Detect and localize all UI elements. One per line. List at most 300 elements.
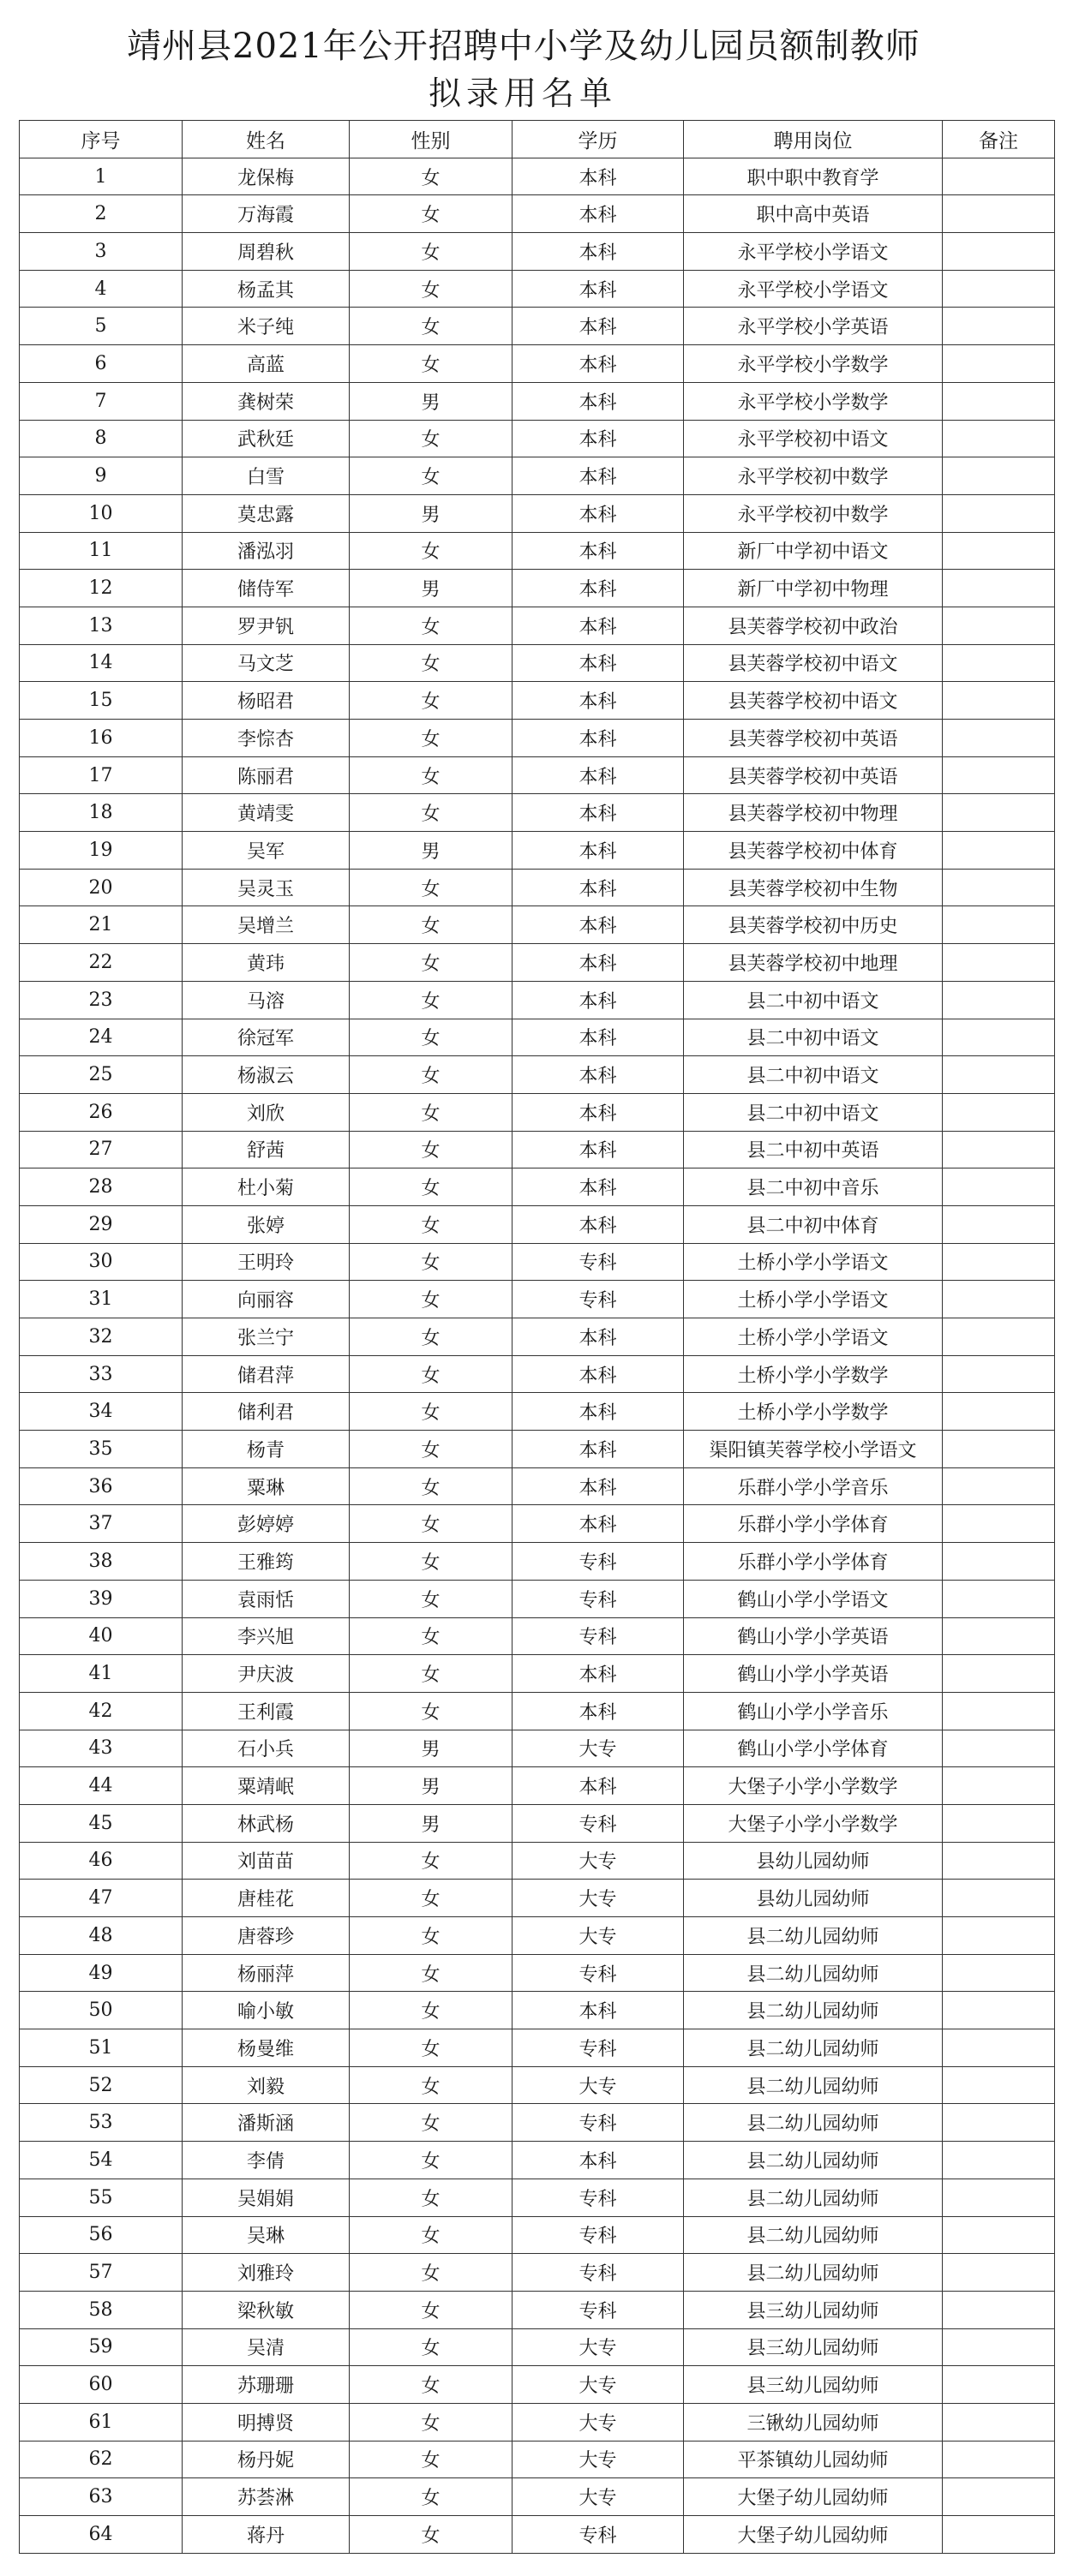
cell-gender: 女 xyxy=(350,2516,513,2554)
cell-gender: 女 xyxy=(350,1281,513,1318)
table-row xyxy=(20,2291,1055,2328)
cell-index: 57 xyxy=(20,2254,183,2292)
cell-gender: 女 xyxy=(350,1131,513,1168)
cell-gender: 女 xyxy=(350,2328,513,2366)
cell-position: 县三幼儿园幼师 xyxy=(684,2328,943,2366)
cell-education: 本科 xyxy=(513,532,684,570)
cell-name: 莫忠露 xyxy=(183,494,350,532)
cell-position: 县二幼儿园幼师 xyxy=(684,1992,943,2029)
cell-name: 陈丽君 xyxy=(183,756,350,794)
cell-position: 县芙蓉学校初中语文 xyxy=(684,682,943,720)
cell-remarks xyxy=(943,2066,1055,2104)
cell-remarks xyxy=(943,2441,1055,2478)
cell-gender: 女 xyxy=(350,1692,513,1730)
cell-remarks xyxy=(943,720,1055,757)
cell-position: 县二幼儿园幼师 xyxy=(684,1917,943,1955)
cell-remarks xyxy=(943,494,1055,532)
table-row xyxy=(20,420,1055,457)
cell-remarks xyxy=(943,1168,1055,1206)
table-row xyxy=(20,944,1055,982)
table-row xyxy=(20,1880,1055,1917)
cell-name: 林武杨 xyxy=(183,1804,350,1842)
table-row xyxy=(20,1093,1055,1131)
cell-name: 吴军 xyxy=(183,832,350,870)
cell-education: 本科 xyxy=(513,906,684,944)
header-position: 聘用岗位 xyxy=(684,121,943,158)
cell-gender: 女 xyxy=(350,308,513,345)
cell-gender: 女 xyxy=(350,756,513,794)
cell-index: 54 xyxy=(20,2142,183,2179)
cell-name: 白雪 xyxy=(183,457,350,495)
cell-position: 大堡子幼儿园幼师 xyxy=(684,2516,943,2554)
cell-name: 张婷 xyxy=(183,1205,350,1243)
cell-education: 本科 xyxy=(513,944,684,982)
table-row xyxy=(20,382,1055,420)
table-row xyxy=(20,682,1055,720)
cell-education: 本科 xyxy=(513,1992,684,2029)
cell-education: 专科 xyxy=(513,2254,684,2292)
cell-gender: 女 xyxy=(350,1543,513,1581)
cell-education: 大专 xyxy=(513,2366,684,2404)
cell-education: 本科 xyxy=(513,869,684,906)
cell-position: 县芙蓉学校初中英语 xyxy=(684,720,943,757)
table-row xyxy=(20,644,1055,682)
cell-position: 县二中初中音乐 xyxy=(684,1168,943,1206)
table-row xyxy=(20,1243,1055,1281)
cell-education: 本科 xyxy=(513,270,684,308)
cell-gender: 女 xyxy=(350,869,513,906)
cell-index: 61 xyxy=(20,2403,183,2441)
cell-remarks xyxy=(943,2254,1055,2292)
cell-index: 44 xyxy=(20,1767,183,1805)
cell-name: 刘雅玲 xyxy=(183,2254,350,2292)
table-row xyxy=(20,1580,1055,1617)
cell-education: 专科 xyxy=(513,2104,684,2142)
cell-index: 59 xyxy=(20,2328,183,2366)
cell-education: 本科 xyxy=(513,1056,684,1094)
cell-name: 杨孟其 xyxy=(183,270,350,308)
cell-name: 龚树荣 xyxy=(183,382,350,420)
table-row xyxy=(20,832,1055,870)
cell-index: 38 xyxy=(20,1543,183,1581)
cell-gender: 女 xyxy=(350,1655,513,1693)
cell-position: 大堡子小学小学数学 xyxy=(684,1804,943,1842)
table-row xyxy=(20,1992,1055,2029)
cell-education: 本科 xyxy=(513,382,684,420)
cell-position: 土桥小学小学数学 xyxy=(684,1355,943,1393)
table-row xyxy=(20,2066,1055,2104)
cell-index: 51 xyxy=(20,2029,183,2067)
cell-name: 梁秋敏 xyxy=(183,2291,350,2328)
table-row xyxy=(20,2104,1055,2142)
cell-position: 永平学校初中语文 xyxy=(684,420,943,457)
cell-remarks xyxy=(943,1393,1055,1431)
cell-remarks xyxy=(943,1730,1055,1767)
cell-position: 职中职中教育学 xyxy=(684,158,943,195)
cell-position: 县芙蓉学校初中体育 xyxy=(684,832,943,870)
cell-name: 龙保梅 xyxy=(183,158,350,195)
cell-name: 明搏贤 xyxy=(183,2403,350,2441)
cell-remarks xyxy=(943,1954,1055,1992)
table-row xyxy=(20,2029,1055,2067)
cell-position: 永平学校初中数学 xyxy=(684,457,943,495)
table-row xyxy=(20,1168,1055,1206)
table-row xyxy=(20,1467,1055,1505)
cell-position: 永平学校小学语文 xyxy=(684,233,943,271)
document-title: 靖州县2021年公开招聘中小学及幼儿园员额制教师 xyxy=(127,27,920,66)
cell-gender: 女 xyxy=(350,1880,513,1917)
cell-education: 本科 xyxy=(513,1767,684,1805)
cell-remarks xyxy=(943,1243,1055,1281)
table-row xyxy=(20,1281,1055,1318)
cell-position: 县芙蓉学校初中物理 xyxy=(684,794,943,832)
cell-name: 杨丹妮 xyxy=(183,2441,350,2478)
cell-name: 储利君 xyxy=(183,1393,350,1431)
cell-gender: 女 xyxy=(350,1917,513,1955)
table-row xyxy=(20,1393,1055,1431)
cell-education: 本科 xyxy=(513,1393,684,1431)
cell-name: 向丽容 xyxy=(183,1281,350,1318)
cell-gender: 女 xyxy=(350,2291,513,2328)
table-row xyxy=(20,2516,1055,2554)
cell-name: 王明玲 xyxy=(183,1243,350,1281)
cell-position: 鹤山小学小学英语 xyxy=(684,1655,943,1693)
cell-position: 新厂中学初中物理 xyxy=(684,570,943,607)
cell-name: 杨淑云 xyxy=(183,1056,350,1094)
cell-education: 本科 xyxy=(513,1318,684,1356)
cell-gender: 女 xyxy=(350,682,513,720)
cell-position: 县幼儿园幼师 xyxy=(684,1880,943,1917)
cell-position: 县芙蓉学校初中英语 xyxy=(684,756,943,794)
cell-education: 本科 xyxy=(513,158,684,195)
cell-name: 蒋丹 xyxy=(183,2516,350,2554)
cell-name: 袁雨恬 xyxy=(183,1580,350,1617)
cell-education: 本科 xyxy=(513,1168,684,1206)
cell-gender: 女 xyxy=(350,1093,513,1131)
header-name: 姓名 xyxy=(183,121,350,158)
cell-gender: 女 xyxy=(350,1168,513,1206)
cell-name: 储侍军 xyxy=(183,570,350,607)
cell-education: 本科 xyxy=(513,1093,684,1131)
cell-index: 34 xyxy=(20,1393,183,1431)
cell-remarks xyxy=(943,832,1055,870)
cell-position: 大堡子幼儿园幼师 xyxy=(684,2478,943,2516)
cell-name: 吴琳 xyxy=(183,2216,350,2254)
table-row xyxy=(20,2254,1055,2292)
cell-index: 35 xyxy=(20,1431,183,1468)
cell-position: 乐群小学小学体育 xyxy=(684,1505,943,1543)
cell-remarks xyxy=(943,1056,1055,1094)
cell-index: 31 xyxy=(20,1281,183,1318)
table-row xyxy=(20,270,1055,308)
table-row xyxy=(20,869,1055,906)
cell-gender: 女 xyxy=(350,2441,513,2478)
cell-position: 土桥小学小学语文 xyxy=(684,1243,943,1281)
cell-position: 县三幼儿园幼师 xyxy=(684,2291,943,2328)
cell-position: 乐群小学小学体育 xyxy=(684,1543,943,1581)
table-row xyxy=(20,1505,1055,1543)
cell-position: 县二中初中体育 xyxy=(684,1205,943,1243)
cell-index: 26 xyxy=(20,1093,183,1131)
cell-position: 县芙蓉学校初中政治 xyxy=(684,607,943,644)
header-remarks: 备注 xyxy=(943,121,1055,158)
cell-position: 永平学校初中数学 xyxy=(684,494,943,532)
cell-remarks xyxy=(943,1543,1055,1581)
cell-gender: 女 xyxy=(350,158,513,195)
cell-index: 43 xyxy=(20,1730,183,1767)
cell-index: 13 xyxy=(20,607,183,644)
cell-name: 张兰宁 xyxy=(183,1318,350,1356)
cell-position: 县二幼儿园幼师 xyxy=(684,2066,943,2104)
table-row xyxy=(20,2366,1055,2404)
cell-education: 专科 xyxy=(513,2216,684,2254)
cell-gender: 女 xyxy=(350,2179,513,2216)
cell-gender: 男 xyxy=(350,1804,513,1842)
cell-gender: 女 xyxy=(350,644,513,682)
cell-gender: 女 xyxy=(350,1992,513,2029)
cell-index: 21 xyxy=(20,906,183,944)
cell-position: 县二中初中语文 xyxy=(684,1019,943,1056)
cell-position: 县芙蓉学校初中历史 xyxy=(684,906,943,944)
cell-index: 17 xyxy=(20,756,183,794)
cell-name: 吴清 xyxy=(183,2328,350,2366)
cell-name: 杜小菊 xyxy=(183,1168,350,1206)
cell-remarks xyxy=(943,1880,1055,1917)
cell-position: 三锹幼儿园幼师 xyxy=(684,2403,943,2441)
table-row xyxy=(20,570,1055,607)
cell-gender: 女 xyxy=(350,2029,513,2067)
table-row xyxy=(20,720,1055,757)
cell-education: 专科 xyxy=(513,2291,684,2328)
table-row xyxy=(20,2441,1055,2478)
cell-gender: 女 xyxy=(350,1355,513,1393)
table-body xyxy=(20,158,1055,2553)
cell-index: 62 xyxy=(20,2441,183,2478)
cell-name: 罗尹钒 xyxy=(183,607,350,644)
cell-gender: 女 xyxy=(350,720,513,757)
cell-education: 本科 xyxy=(513,1655,684,1693)
cell-name: 王雅筠 xyxy=(183,1543,350,1581)
cell-index: 23 xyxy=(20,981,183,1019)
cell-index: 18 xyxy=(20,794,183,832)
cell-position: 县二中初中英语 xyxy=(684,1131,943,1168)
cell-remarks xyxy=(943,308,1055,345)
table-row xyxy=(20,308,1055,345)
table-row xyxy=(20,2142,1055,2179)
cell-position: 永平学校小学英语 xyxy=(684,308,943,345)
cell-remarks xyxy=(943,345,1055,383)
table-header-row xyxy=(20,121,1055,158)
cell-index: 50 xyxy=(20,1992,183,2029)
cell-remarks xyxy=(943,1431,1055,1468)
cell-education: 本科 xyxy=(513,607,684,644)
cell-name: 潘泓羽 xyxy=(183,532,350,570)
cell-name: 石小兵 xyxy=(183,1730,350,1767)
table-row xyxy=(20,607,1055,644)
cell-gender: 女 xyxy=(350,1019,513,1056)
header-gender: 性别 xyxy=(350,121,513,158)
cell-position: 渠阳镇芙蓉学校小学语文 xyxy=(684,1431,943,1468)
table-row xyxy=(20,2216,1055,2254)
cell-gender: 女 xyxy=(350,457,513,495)
cell-gender: 女 xyxy=(350,1243,513,1281)
cell-remarks xyxy=(943,2216,1055,2254)
cell-remarks xyxy=(943,1917,1055,1955)
cell-education: 本科 xyxy=(513,195,684,233)
cell-remarks xyxy=(943,420,1055,457)
table-row xyxy=(20,1205,1055,1243)
cell-index: 36 xyxy=(20,1467,183,1505)
table-row xyxy=(20,1842,1055,1880)
cell-name: 尹庆波 xyxy=(183,1655,350,1693)
cell-remarks xyxy=(943,1842,1055,1880)
table-row xyxy=(20,1917,1055,1955)
cell-education: 大专 xyxy=(513,1730,684,1767)
cell-education: 本科 xyxy=(513,345,684,383)
cell-gender: 女 xyxy=(350,1842,513,1880)
cell-name: 万海霞 xyxy=(183,195,350,233)
cell-index: 11 xyxy=(20,532,183,570)
cell-index: 25 xyxy=(20,1056,183,1094)
cell-education: 专科 xyxy=(513,2179,684,2216)
table-row xyxy=(20,794,1055,832)
cell-index: 47 xyxy=(20,1880,183,1917)
cell-position: 永平学校小学数学 xyxy=(684,345,943,383)
cell-remarks xyxy=(943,570,1055,607)
table-row xyxy=(20,345,1055,383)
cell-index: 49 xyxy=(20,1954,183,1992)
cell-remarks xyxy=(943,1505,1055,1543)
table-row xyxy=(20,532,1055,570)
cell-name: 刘苗苗 xyxy=(183,1842,350,1880)
cell-remarks xyxy=(943,756,1055,794)
cell-remarks xyxy=(943,1992,1055,2029)
cell-index: 40 xyxy=(20,1617,183,1655)
cell-index: 1 xyxy=(20,158,183,195)
header-education: 学历 xyxy=(513,121,684,158)
cell-index: 12 xyxy=(20,570,183,607)
cell-name: 彭婷婷 xyxy=(183,1505,350,1543)
cell-position: 县二幼儿园幼师 xyxy=(684,2216,943,2254)
cell-position: 鹤山小学小学英语 xyxy=(684,1617,943,1655)
cell-education: 专科 xyxy=(513,1281,684,1318)
cell-education: 本科 xyxy=(513,1505,684,1543)
cell-index: 53 xyxy=(20,2104,183,2142)
cell-name: 黄靖雯 xyxy=(183,794,350,832)
cell-gender: 女 xyxy=(350,981,513,1019)
cell-education: 本科 xyxy=(513,570,684,607)
cell-name: 粟琳 xyxy=(183,1467,350,1505)
cell-gender: 男 xyxy=(350,1730,513,1767)
cell-gender: 女 xyxy=(350,1467,513,1505)
table-row xyxy=(20,1056,1055,1094)
cell-position: 县三幼儿园幼师 xyxy=(684,2366,943,2404)
cell-education: 专科 xyxy=(513,1617,684,1655)
cell-position: 鹤山小学小学语文 xyxy=(684,1580,943,1617)
cell-gender: 女 xyxy=(350,1580,513,1617)
cell-position: 土桥小学小学语文 xyxy=(684,1318,943,1356)
cell-gender: 男 xyxy=(350,570,513,607)
cell-education: 大专 xyxy=(513,1880,684,1917)
cell-remarks xyxy=(943,2478,1055,2516)
cell-name: 高蓝 xyxy=(183,345,350,383)
cell-index: 5 xyxy=(20,308,183,345)
table-row xyxy=(20,2403,1055,2441)
cell-education: 本科 xyxy=(513,457,684,495)
cell-index: 24 xyxy=(20,1019,183,1056)
cell-education: 专科 xyxy=(513,1804,684,1842)
cell-gender: 女 xyxy=(350,2254,513,2292)
cell-education: 专科 xyxy=(513,2516,684,2554)
cell-position: 永平学校小学数学 xyxy=(684,382,943,420)
cell-index: 14 xyxy=(20,644,183,682)
cell-gender: 男 xyxy=(350,494,513,532)
cell-remarks xyxy=(943,1318,1055,1356)
cell-education: 大专 xyxy=(513,2066,684,2104)
cell-name: 杨丽萍 xyxy=(183,1954,350,1992)
cell-remarks xyxy=(943,457,1055,495)
cell-gender: 女 xyxy=(350,794,513,832)
cell-index: 16 xyxy=(20,720,183,757)
table-row xyxy=(20,2328,1055,2366)
cell-position: 县二中初中语文 xyxy=(684,1056,943,1094)
cell-position: 新厂中学初中语文 xyxy=(684,532,943,570)
cell-position: 鹤山小学小学体育 xyxy=(684,1730,943,1767)
cell-education: 本科 xyxy=(513,1355,684,1393)
cell-index: 22 xyxy=(20,944,183,982)
cell-index: 64 xyxy=(20,2516,183,2554)
cell-position: 县二幼儿园幼师 xyxy=(684,2254,943,2292)
cell-position: 县二幼儿园幼师 xyxy=(684,2029,943,2067)
cell-name: 舒茜 xyxy=(183,1131,350,1168)
cell-position: 县芙蓉学校初中生物 xyxy=(684,869,943,906)
cell-index: 48 xyxy=(20,1917,183,1955)
table-row xyxy=(20,1019,1055,1056)
cell-gender: 女 xyxy=(350,2403,513,2441)
cell-index: 7 xyxy=(20,382,183,420)
table-row xyxy=(20,1767,1055,1805)
cell-education: 本科 xyxy=(513,1205,684,1243)
cell-position: 县二幼儿园幼师 xyxy=(684,2104,943,2142)
cell-education: 本科 xyxy=(513,494,684,532)
cell-gender: 女 xyxy=(350,2066,513,2104)
cell-gender: 女 xyxy=(350,906,513,944)
cell-remarks xyxy=(943,2328,1055,2366)
cell-position: 永平学校小学语文 xyxy=(684,270,943,308)
cell-education: 专科 xyxy=(513,1580,684,1617)
table-row xyxy=(20,494,1055,532)
cell-index: 15 xyxy=(20,682,183,720)
cell-education: 专科 xyxy=(513,2029,684,2067)
cell-index: 37 xyxy=(20,1505,183,1543)
cell-name: 喻小敏 xyxy=(183,1992,350,2029)
cell-position: 职中高中英语 xyxy=(684,195,943,233)
cell-index: 60 xyxy=(20,2366,183,2404)
cell-index: 28 xyxy=(20,1168,183,1206)
cell-education: 本科 xyxy=(513,308,684,345)
cell-name: 唐桂花 xyxy=(183,1880,350,1917)
cell-education: 本科 xyxy=(513,682,684,720)
cell-education: 本科 xyxy=(513,1431,684,1468)
cell-name: 徐冠军 xyxy=(183,1019,350,1056)
cell-remarks xyxy=(943,1355,1055,1393)
cell-gender: 男 xyxy=(350,382,513,420)
cell-index: 20 xyxy=(20,869,183,906)
cell-index: 29 xyxy=(20,1205,183,1243)
cell-education: 本科 xyxy=(513,420,684,457)
cell-education: 专科 xyxy=(513,1543,684,1581)
document-subtitle: 拟录用名单 xyxy=(429,75,618,112)
